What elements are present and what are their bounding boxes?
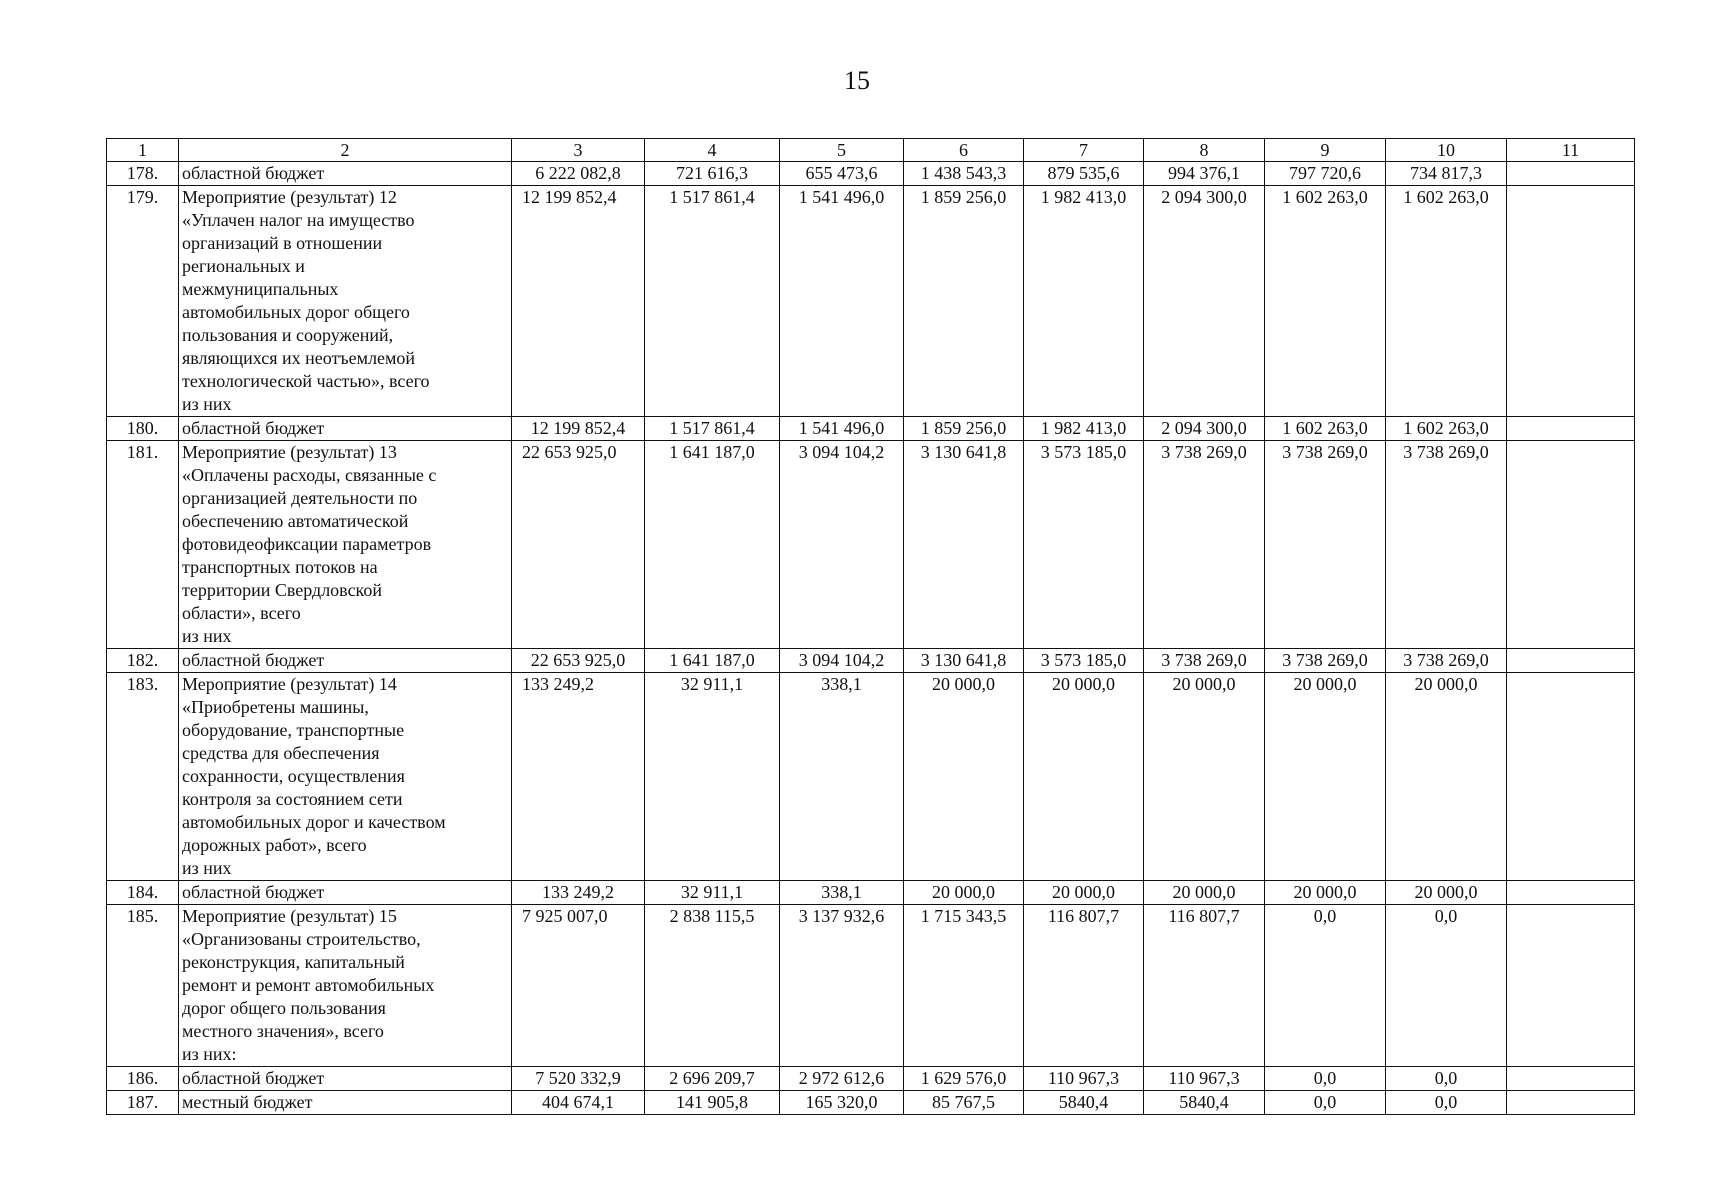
description-line: региональных и	[182, 256, 305, 276]
value-cell-col-5: 3 094 104,2	[780, 441, 904, 649]
table-row	[107, 417, 1635, 441]
value-cell-col-8: 110 967,3	[1144, 1067, 1265, 1091]
value-cell-col-11	[1507, 441, 1635, 649]
table-row	[107, 905, 1635, 1067]
description-line: «Оплачены расходы, связанные с	[182, 465, 437, 485]
description-line: сохранности, осуществления	[182, 766, 405, 786]
row-number: 178.	[107, 162, 179, 186]
value-cell-col-11	[1507, 881, 1635, 905]
value-cell-col-10: 3 738 269,0	[1386, 649, 1507, 673]
value-cell-col-7: 5840,4	[1024, 1091, 1144, 1115]
value-cell-col-6: 1 715 343,5	[904, 905, 1024, 1067]
description-line: дорожных работ», всего	[182, 835, 367, 855]
description-line: являющихся их неотъемлемой	[182, 348, 416, 368]
description-line: областной бюджет	[182, 1068, 325, 1088]
value-cell-col-4: 1 641 187,0	[645, 441, 780, 649]
table-row	[107, 441, 1635, 649]
column-header: 1	[107, 139, 179, 162]
value-cell-col-3: 22 653 925,0	[512, 441, 645, 649]
row-description	[179, 417, 512, 441]
value-cell-col-9: 797 720,6	[1265, 162, 1386, 186]
value-cell-col-4: 1 517 861,4	[645, 417, 780, 441]
value-cell-col-3: 12 199 852,4	[512, 186, 645, 417]
value-cell-col-11	[1507, 162, 1635, 186]
value-cell-col-8: 116 807,7	[1144, 905, 1265, 1067]
column-header: 10	[1386, 139, 1507, 162]
value-cell-col-6: 20 000,0	[904, 881, 1024, 905]
value-cell-col-8: 2 094 300,0	[1144, 186, 1265, 417]
value-cell-col-3: 133 249,2	[512, 673, 645, 881]
row-description	[179, 1067, 512, 1091]
value-cell-col-10: 20 000,0	[1386, 881, 1507, 905]
value-cell-col-6: 1 859 256,0	[904, 186, 1024, 417]
value-cell-col-9: 20 000,0	[1265, 881, 1386, 905]
value-cell-col-9: 0,0	[1265, 1067, 1386, 1091]
description-line: областной бюджет	[182, 882, 325, 902]
value-cell-col-5: 1 541 496,0	[780, 417, 904, 441]
value-cell-col-6: 3 130 641,8	[904, 649, 1024, 673]
column-header: 5	[780, 139, 904, 162]
value-cell-col-9: 0,0	[1265, 1091, 1386, 1115]
table-row	[107, 673, 1635, 881]
column-header: 11	[1507, 139, 1635, 162]
description-line: «Организованы строительство,	[182, 929, 421, 949]
description-line: средства для обеспечения	[182, 743, 380, 763]
description-line: Мероприятие (результат) 15	[182, 906, 397, 926]
value-cell-col-7: 3 573 185,0	[1024, 441, 1144, 649]
value-cell-col-3: 7 925 007,0	[512, 905, 645, 1067]
value-cell-col-8: 5840,4	[1144, 1091, 1265, 1115]
value-cell-col-5: 655 473,6	[780, 162, 904, 186]
value-cell-col-6: 1 859 256,0	[904, 417, 1024, 441]
table-row	[107, 186, 1635, 417]
table-row	[107, 1067, 1635, 1091]
value-cell-col-8: 3 738 269,0	[1144, 649, 1265, 673]
value-cell-col-11	[1507, 649, 1635, 673]
table-row	[107, 881, 1635, 905]
row-number: 187.	[107, 1091, 179, 1115]
value-cell-col-4: 1 517 861,4	[645, 186, 780, 417]
description-line: Мероприятие (результат) 14	[182, 674, 397, 694]
value-cell-col-9: 20 000,0	[1265, 673, 1386, 881]
value-cell-col-5: 3 137 932,6	[780, 905, 904, 1067]
row-description	[179, 1091, 512, 1115]
description-line: межмуниципальных	[182, 279, 339, 299]
value-cell-col-9: 3 738 269,0	[1265, 649, 1386, 673]
value-cell-col-4: 141 905,8	[645, 1091, 780, 1115]
value-cell-col-7: 1 982 413,0	[1024, 186, 1144, 417]
description-line: местный бюджет	[182, 1092, 313, 1112]
value-cell-col-8: 3 738 269,0	[1144, 441, 1265, 649]
column-header: 3	[512, 139, 645, 162]
description-line: Мероприятие (результат) 13	[182, 442, 397, 462]
description-line: областной бюджет	[182, 163, 325, 183]
value-cell-col-10: 734 817,3	[1386, 162, 1507, 186]
value-cell-col-7: 1 982 413,0	[1024, 417, 1144, 441]
value-cell-col-9: 0,0	[1265, 905, 1386, 1067]
description-line: автомобильных дорог общего	[182, 302, 410, 322]
value-cell-col-5: 338,1	[780, 673, 904, 881]
value-cell-col-5: 165 320,0	[780, 1091, 904, 1115]
row-description	[179, 649, 512, 673]
value-cell-col-10: 1 602 263,0	[1386, 417, 1507, 441]
value-cell-col-3: 12 199 852,4	[512, 417, 645, 441]
header-row	[107, 139, 1635, 162]
value-cell-col-4: 1 641 187,0	[645, 649, 780, 673]
value-cell-col-11	[1507, 1067, 1635, 1091]
value-cell-col-11	[1507, 1091, 1635, 1115]
row-description	[179, 905, 512, 1067]
value-cell-col-6: 1 629 576,0	[904, 1067, 1024, 1091]
description-line: Мероприятие (результат) 12	[182, 187, 397, 207]
page-number: 15	[844, 66, 870, 95]
description-line: автомобильных дорог и качеством	[182, 812, 446, 832]
description-line: «Уплачен налог на имущество	[182, 210, 415, 230]
value-cell-col-5: 1 541 496,0	[780, 186, 904, 417]
description-line: территории Свердловской	[182, 580, 383, 600]
value-cell-col-10: 0,0	[1386, 1067, 1507, 1091]
value-cell-col-11	[1507, 673, 1635, 881]
row-description	[179, 162, 512, 186]
row-description	[179, 441, 512, 649]
description-line: реконструкция, капитальный	[182, 952, 405, 972]
value-cell-col-5: 3 094 104,2	[780, 649, 904, 673]
value-cell-col-3: 133 249,2	[512, 881, 645, 905]
value-cell-col-7: 879 535,6	[1024, 162, 1144, 186]
value-cell-col-5: 2 972 612,6	[780, 1067, 904, 1091]
value-cell-col-6: 20 000,0	[904, 673, 1024, 881]
row-description	[179, 881, 512, 905]
row-number: 184.	[107, 881, 179, 905]
description-line: фотовидеофиксации параметров	[182, 534, 432, 554]
value-cell-col-11	[1507, 186, 1635, 417]
value-cell-col-10: 3 738 269,0	[1386, 441, 1507, 649]
row-number: 179.	[107, 186, 179, 417]
value-cell-col-8: 2 094 300,0	[1144, 417, 1265, 441]
value-cell-col-5: 338,1	[780, 881, 904, 905]
table-row	[107, 162, 1635, 186]
description-line: области», всего	[182, 603, 301, 623]
value-cell-col-10: 1 602 263,0	[1386, 186, 1507, 417]
column-header: 9	[1265, 139, 1386, 162]
row-number: 186.	[107, 1067, 179, 1091]
value-cell-col-6: 1 438 543,3	[904, 162, 1024, 186]
value-cell-col-7: 3 573 185,0	[1024, 649, 1144, 673]
description-line: «Приобретены машины,	[182, 697, 369, 717]
row-description	[179, 673, 512, 881]
description-line: транспортных потоков на	[182, 557, 378, 577]
value-cell-col-4: 721 616,3	[645, 162, 780, 186]
value-cell-col-4: 32 911,1	[645, 881, 780, 905]
column-header: 2	[179, 139, 512, 162]
description-line: областной бюджет	[182, 650, 325, 670]
value-cell-col-11	[1507, 905, 1635, 1067]
table-row	[107, 1091, 1635, 1115]
description-line: обеспечению автоматической	[182, 511, 409, 531]
value-cell-col-3: 6 222 082,8	[512, 162, 645, 186]
description-line: местного значения», всего	[182, 1021, 384, 1041]
description-line: областной бюджет	[182, 418, 325, 438]
value-cell-col-9: 3 738 269,0	[1265, 441, 1386, 649]
description-line: организацией деятельности по	[182, 488, 418, 508]
value-cell-col-7: 116 807,7	[1024, 905, 1144, 1067]
column-header: 7	[1024, 139, 1144, 162]
description-line: пользования и сооружений,	[182, 325, 394, 345]
value-cell-col-10: 0,0	[1386, 905, 1507, 1067]
value-cell-col-3: 7 520 332,9	[512, 1067, 645, 1091]
value-cell-col-9: 1 602 263,0	[1265, 186, 1386, 417]
description-line: контроля за состоянием сети	[182, 789, 403, 809]
value-cell-col-10: 20 000,0	[1386, 673, 1507, 881]
description-line: из них	[182, 858, 232, 878]
value-cell-col-7: 20 000,0	[1024, 881, 1144, 905]
value-cell-col-8: 20 000,0	[1144, 673, 1265, 881]
value-cell-col-4: 2 696 209,7	[645, 1067, 780, 1091]
value-cell-col-9: 1 602 263,0	[1265, 417, 1386, 441]
description-line: из них:	[182, 1044, 237, 1064]
description-line: технологической частью», всего	[182, 371, 430, 391]
value-cell-col-3: 22 653 925,0	[512, 649, 645, 673]
value-cell-col-8: 994 376,1	[1144, 162, 1265, 186]
value-cell-col-4: 2 838 115,5	[645, 905, 780, 1067]
value-cell-col-8: 20 000,0	[1144, 881, 1265, 905]
value-cell-col-6: 3 130 641,8	[904, 441, 1024, 649]
row-number: 180.	[107, 417, 179, 441]
description-line: ремонт и ремонт автомобильных	[182, 975, 435, 995]
value-cell-col-10: 0,0	[1386, 1091, 1507, 1115]
description-line: оборудование, транспортные	[182, 720, 405, 740]
column-header: 6	[904, 139, 1024, 162]
row-number: 183.	[107, 673, 179, 881]
value-cell-col-6: 85 767,5	[904, 1091, 1024, 1115]
table-row	[107, 649, 1635, 673]
value-cell-col-3: 404 674,1	[512, 1091, 645, 1115]
description-line: из них	[182, 626, 232, 646]
value-cell-col-11	[1507, 417, 1635, 441]
column-header: 8	[1144, 139, 1265, 162]
value-cell-col-7: 20 000,0	[1024, 673, 1144, 881]
description-line: организаций в отношении	[182, 233, 383, 253]
column-header: 4	[645, 139, 780, 162]
row-number: 181.	[107, 441, 179, 649]
row-description	[179, 186, 512, 417]
description-line: из них	[182, 394, 232, 414]
value-cell-col-7: 110 967,3	[1024, 1067, 1144, 1091]
budget-table	[106, 138, 1635, 1115]
row-number: 182.	[107, 649, 179, 673]
value-cell-col-4: 32 911,1	[645, 673, 780, 881]
description-line: дорог общего пользования	[182, 998, 386, 1018]
row-number: 185.	[107, 905, 179, 1067]
